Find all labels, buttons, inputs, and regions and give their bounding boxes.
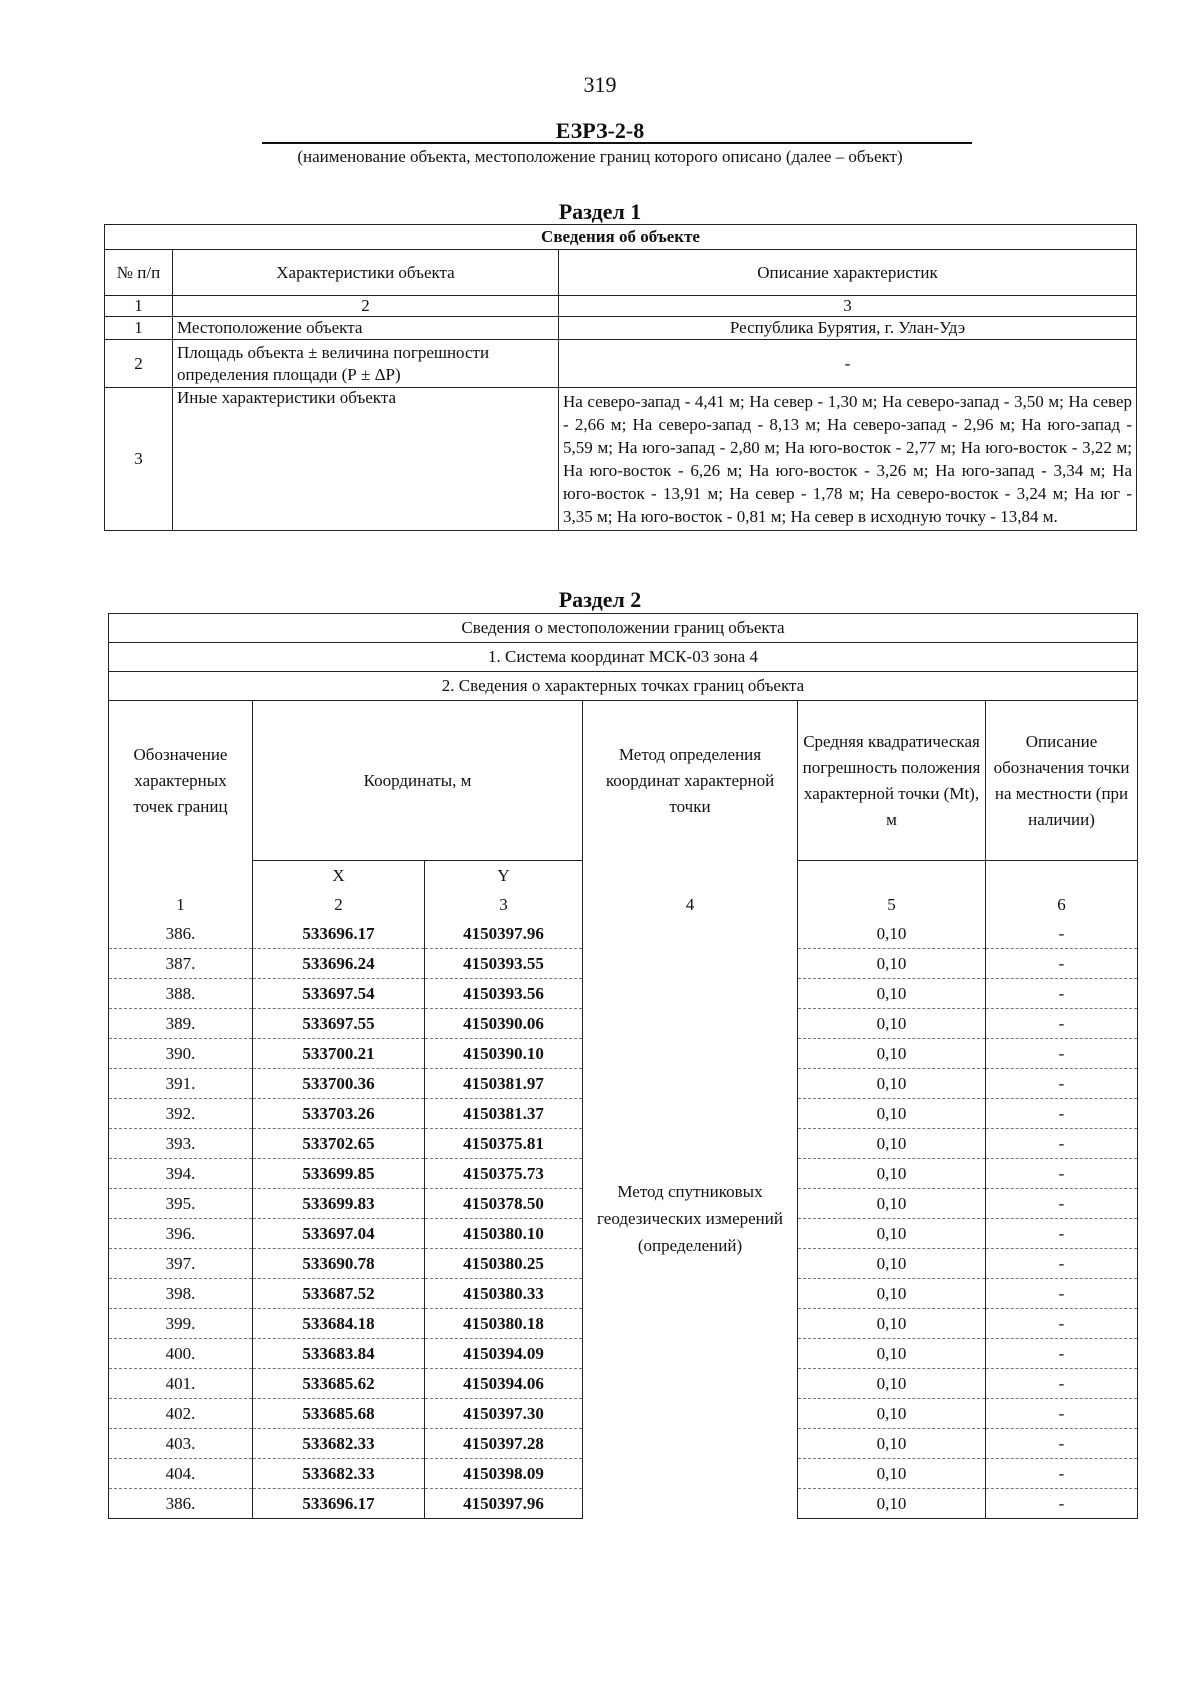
point-error: 0,10 xyxy=(798,1369,986,1399)
point-x: 533703.26 xyxy=(253,1099,425,1129)
point-y: 4150378.50 xyxy=(425,1189,583,1219)
point-description: - xyxy=(986,1069,1138,1099)
header-error: Средняя квадратическая погрешность положения характерной точки (Mt), м xyxy=(798,701,986,861)
row-value: На северо-запад - 4,41 м; На север - 1,30 м; На северо-запад - 3,50 м; На север - 2,66 м; На северо-запад - 8,13 м; На северо-запад - 2,96 м; На юго-запад - 5,59 м; На юго-запад - 2,80 м; На юго-восток - 2,77 м; На юго-восток - 3,22 м; На юго-восток - 6,26 м; На юго-восток - 3,26 м; На юго-запад - 3,34 м; На юго-восток - 13,91 м; На север - 1,78 м; На северо-восток - 3,24 м; На юг - 3,35 м; На юго-восток - 0,81 м; На север в исходную точку - 13,84 м. xyxy=(559,388,1137,531)
point-error: 0,10 xyxy=(798,1459,986,1489)
point-x: 533697.04 xyxy=(253,1219,425,1249)
point-y: 4150397.28 xyxy=(425,1429,583,1459)
point-x: 533702.65 xyxy=(253,1129,425,1159)
point-description: - xyxy=(986,1189,1138,1219)
point-description: - xyxy=(986,1339,1138,1369)
section-2-title: Раздел 2 xyxy=(558,587,642,612)
point-y: 4150394.06 xyxy=(425,1369,583,1399)
point-label: 403. xyxy=(109,1429,253,1459)
column-number-3: 3 xyxy=(559,296,1137,317)
point-label: 391. xyxy=(109,1069,253,1099)
method-value: Метод спутниковых геодезических измерений (определений) xyxy=(583,919,798,1519)
point-error: 0,10 xyxy=(798,1129,986,1159)
point-error: 0,10 xyxy=(798,919,986,949)
coordinate-system: 1. Система координат МСК-03 зона 4 xyxy=(109,643,1138,672)
title-underline xyxy=(262,142,972,144)
point-y: 4150375.81 xyxy=(425,1129,583,1159)
point-description: - xyxy=(986,1009,1138,1039)
point-error: 0,10 xyxy=(798,979,986,1009)
point-label: 395. xyxy=(109,1189,253,1219)
point-y: 4150380.33 xyxy=(425,1279,583,1309)
point-description: - xyxy=(986,1159,1138,1189)
point-label: 386. xyxy=(109,919,253,949)
points-body xyxy=(109,919,1138,1519)
row-name: Иные характеристики объекта xyxy=(173,388,559,531)
header-method: Метод определения координат характерной точки xyxy=(583,701,798,861)
column-number-4: 4 xyxy=(583,890,798,919)
column-number-6: 6 xyxy=(986,890,1138,919)
point-description: - xyxy=(986,1309,1138,1339)
point-error: 0,10 xyxy=(798,1069,986,1099)
section-1-title: Раздел 1 xyxy=(558,199,642,224)
object-info-table xyxy=(104,224,1137,531)
point-label: 404. xyxy=(109,1459,253,1489)
point-y: 4150375.73 xyxy=(425,1159,583,1189)
point-label: 389. xyxy=(109,1009,253,1039)
point-x: 533697.55 xyxy=(253,1009,425,1039)
header-characteristics: Характеристики объекта xyxy=(173,250,559,296)
point-error: 0,10 xyxy=(798,1279,986,1309)
point-error: 0,10 xyxy=(798,1099,986,1129)
point-description: - xyxy=(986,979,1138,1009)
document-title: ЕЗРЗ-2-8 xyxy=(555,118,645,143)
point-y: 4150397.30 xyxy=(425,1399,583,1429)
point-label: 388. xyxy=(109,979,253,1009)
point-x: 533682.33 xyxy=(253,1429,425,1459)
header-description: Описание характеристик xyxy=(559,250,1137,296)
point-error: 0,10 xyxy=(798,1189,986,1219)
header-x: X xyxy=(253,861,425,891)
point-label: 387. xyxy=(109,949,253,979)
point-error: 0,10 xyxy=(798,1249,986,1279)
point-description: - xyxy=(986,1099,1138,1129)
point-description: - xyxy=(986,1219,1138,1249)
table-row xyxy=(105,388,1137,531)
point-x: 533690.78 xyxy=(253,1249,425,1279)
point-label: 399. xyxy=(109,1309,253,1339)
point-error: 0,10 xyxy=(798,949,986,979)
point-description: - xyxy=(986,1429,1138,1459)
point-label: 392. xyxy=(109,1099,253,1129)
point-description: - xyxy=(986,1129,1138,1159)
point-y: 4150381.97 xyxy=(425,1069,583,1099)
point-x: 533683.84 xyxy=(253,1339,425,1369)
point-x: 533700.21 xyxy=(253,1039,425,1069)
point-label: 394. xyxy=(109,1159,253,1189)
point-error: 0,10 xyxy=(798,1339,986,1369)
location-table-title: Сведения о местоположении границ объекта xyxy=(109,614,1138,643)
header-number: № п/п xyxy=(105,250,173,296)
point-label: 393. xyxy=(109,1129,253,1159)
point-x: 533696.17 xyxy=(253,1489,425,1519)
point-description: - xyxy=(986,1489,1138,1519)
point-x: 533700.36 xyxy=(253,1069,425,1099)
point-error: 0,10 xyxy=(798,1489,986,1519)
point-description: - xyxy=(986,1249,1138,1279)
point-y: 4150380.10 xyxy=(425,1219,583,1249)
point-x: 533684.18 xyxy=(253,1309,425,1339)
object-info-table-title: Сведения об объекте xyxy=(105,225,1137,250)
point-description: - xyxy=(986,1399,1138,1429)
point-error: 0,10 xyxy=(798,1429,986,1459)
points-title: 2. Сведения о характерных точках границ объекта xyxy=(109,672,1138,701)
point-label: 386. xyxy=(109,1489,253,1519)
point-error: 0,10 xyxy=(798,1219,986,1249)
point-x: 533699.85 xyxy=(253,1159,425,1189)
point-x: 533685.68 xyxy=(253,1399,425,1429)
point-error: 0,10 xyxy=(798,1159,986,1189)
point-y: 4150380.25 xyxy=(425,1249,583,1279)
point-error: 0,10 xyxy=(798,1009,986,1039)
table-row xyxy=(109,919,1138,949)
row-number: 2 xyxy=(105,340,173,388)
point-y: 4150397.96 xyxy=(425,1489,583,1519)
point-y: 4150390.06 xyxy=(425,1009,583,1039)
column-number-2: 2 xyxy=(253,890,425,919)
header-point-description: Описание обозначения точки на местности (при наличии) xyxy=(986,701,1138,861)
point-description: - xyxy=(986,919,1138,949)
point-error: 0,10 xyxy=(798,1039,986,1069)
row-value: Республика Бурятия, г. Улан-Удэ xyxy=(559,317,1137,340)
point-y: 4150381.37 xyxy=(425,1099,583,1129)
header-coordinates: Координаты, м xyxy=(253,701,583,861)
point-y: 4150393.55 xyxy=(425,949,583,979)
point-label: 398. xyxy=(109,1279,253,1309)
point-label: 396. xyxy=(109,1219,253,1249)
point-y: 4150398.09 xyxy=(425,1459,583,1489)
column-number-1: 1 xyxy=(105,296,173,317)
point-label: 402. xyxy=(109,1399,253,1429)
point-description: - xyxy=(986,1279,1138,1309)
column-number-1: 1 xyxy=(109,890,253,919)
row-number: 1 xyxy=(105,317,173,340)
point-x: 533697.54 xyxy=(253,979,425,1009)
point-label: 401. xyxy=(109,1369,253,1399)
point-label: 397. xyxy=(109,1249,253,1279)
point-y: 4150380.18 xyxy=(425,1309,583,1339)
header-y: Y xyxy=(425,861,583,891)
boundary-points-table xyxy=(108,613,1138,1519)
row-name: Местоположение объекта xyxy=(173,317,559,340)
point-y: 4150390.10 xyxy=(425,1039,583,1069)
point-description: - xyxy=(986,1459,1138,1489)
row-name: Площадь объекта ± величина погрешности определения площади (Р ± ΔР) xyxy=(173,340,559,388)
point-error: 0,10 xyxy=(798,1399,986,1429)
point-x: 533696.24 xyxy=(253,949,425,979)
point-x: 533685.62 xyxy=(253,1369,425,1399)
title-caption: (наименование объекта, местоположение границ которого описано (далее – объект) xyxy=(297,147,903,166)
column-number-3: 3 xyxy=(425,890,583,919)
row-number: 3 xyxy=(105,388,173,531)
point-y: 4150394.09 xyxy=(425,1339,583,1369)
point-y: 4150397.96 xyxy=(425,919,583,949)
point-description: - xyxy=(986,1039,1138,1069)
point-y: 4150393.56 xyxy=(425,979,583,1009)
point-x: 533687.52 xyxy=(253,1279,425,1309)
column-number-2: 2 xyxy=(173,296,559,317)
page-number: 319 xyxy=(583,72,617,97)
point-label: 390. xyxy=(109,1039,253,1069)
header-point: Обозначение характерных точек границ xyxy=(109,701,253,861)
point-x: 533682.33 xyxy=(253,1459,425,1489)
column-number-5: 5 xyxy=(798,890,986,919)
row-value: - xyxy=(559,340,1137,388)
point-error: 0,10 xyxy=(798,1309,986,1339)
point-x: 533699.83 xyxy=(253,1189,425,1219)
table-row xyxy=(105,317,1137,340)
point-label: 400. xyxy=(109,1339,253,1369)
point-description: - xyxy=(986,949,1138,979)
point-x: 533696.17 xyxy=(253,919,425,949)
table-row xyxy=(105,340,1137,388)
point-description: - xyxy=(986,1369,1138,1399)
